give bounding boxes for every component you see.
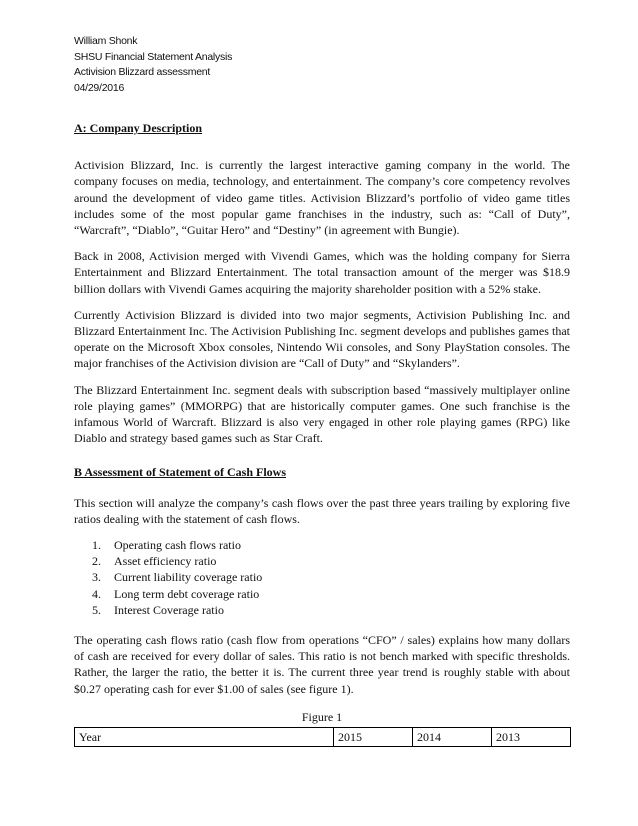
table-cell: 2015 — [334, 728, 413, 747]
list-number: 4. — [92, 586, 101, 601]
list-item — [74, 569, 570, 585]
assessment-subject: Activision Blizzard assessment — [74, 66, 211, 78]
document-body — [74, 120, 570, 747]
paragraph: The operating cash flows ratio (cash flow from operations “CFO” / sales) explains how many dollars of cash are received for every dollar of sales. This ratio is not bench marked with specific thresholds. Rather, the larger the ratio, the better it is. The current three year trend is roughly stable with about $0.27 operating cash for ever $1.00 of sales (see figure 1). — [74, 633, 570, 696]
ratio-list — [74, 537, 570, 618]
list-item — [74, 537, 570, 553]
paragraph: Back in 2008, Activision merged with Vivendi Games, which was the holding company for Sierra Entertainment and Blizzard Entertainment. The total transaction amount of the merger was $18.9 billion dollars with Vivendi Games acquiring the majority shareholder position with a 52% stake. — [74, 249, 570, 296]
author-name: William Shonk — [74, 35, 138, 47]
paragraph: Activision Blizzard, Inc. is currently the largest interactive gaming company in the world. The company focuses on media, technology, and entertainment. The company’s core competency revolves around the development of video game titles. Activision Blizzard’s portfolio of video game titles includes some of the most popular game franchises in the industry, such as: “Call of Duty”, “Warcraft”, “Diablo”, “Guitar Hero” and “Destiny” (in agreement with Bungie). — [74, 158, 570, 238]
document-date: 04/29/2016 — [74, 81, 125, 94]
list-text: Operating cash flows ratio — [114, 538, 241, 553]
figure-caption: Figure 1 — [301, 709, 343, 724]
document-header — [74, 34, 232, 96]
list-text: Current liability coverage ratio — [114, 570, 263, 585]
list-text: Asset efficiency ratio — [114, 554, 217, 569]
list-text: Interest Coverage ratio — [114, 602, 224, 617]
table-cell: Year — [75, 728, 334, 747]
table-cell: 2014 — [413, 728, 492, 747]
list-number: 5. — [92, 602, 101, 617]
list-number: 2. — [92, 554, 101, 569]
list-text: Long term debt coverage ratio — [114, 586, 260, 601]
table-row — [75, 728, 571, 747]
list-number: 1. — [92, 538, 101, 553]
list-item — [74, 602, 570, 618]
list-item — [74, 553, 570, 569]
course-name: SHSU Financial Statement Analysis — [74, 50, 233, 63]
section-b-heading: B Assessment of Statement of Cash Flows — [74, 465, 286, 480]
paragraph: This section will analyze the company’s cash flows over the past three years trailing by exploring five ratios dealing with the statement of cash flows. — [74, 495, 570, 526]
table-cell: 2013 — [492, 728, 571, 747]
paragraph: The Blizzard Entertainment Inc. segment deals with subscription based “massively multiplayer online role playing games” (MMORPG) that are historically computer games. One such franchise is the infamous World of Warcraft. Blizzard is also very engaged in other role playing games (RPG) like Diablo and strategy based games such as Star Craft. — [74, 382, 570, 446]
paragraph: Currently Activision Blizzard is divided into two major segments, Activision Publishing Inc. and Blizzard Entertainment Inc. The Activision Publishing Inc. segment develops and publishes games that operate on the Microsoft Xbox consoles, Nintendo Wii consoles, and Sony PlayStation consoles. The major franchises of the Activision division are “Call of Duty” and “Skylanders”. — [74, 307, 570, 371]
list-number: 3. — [92, 570, 101, 585]
list-item — [74, 586, 570, 602]
section-a-heading: A: Company Description — [74, 121, 202, 135]
figure-table — [74, 727, 571, 747]
